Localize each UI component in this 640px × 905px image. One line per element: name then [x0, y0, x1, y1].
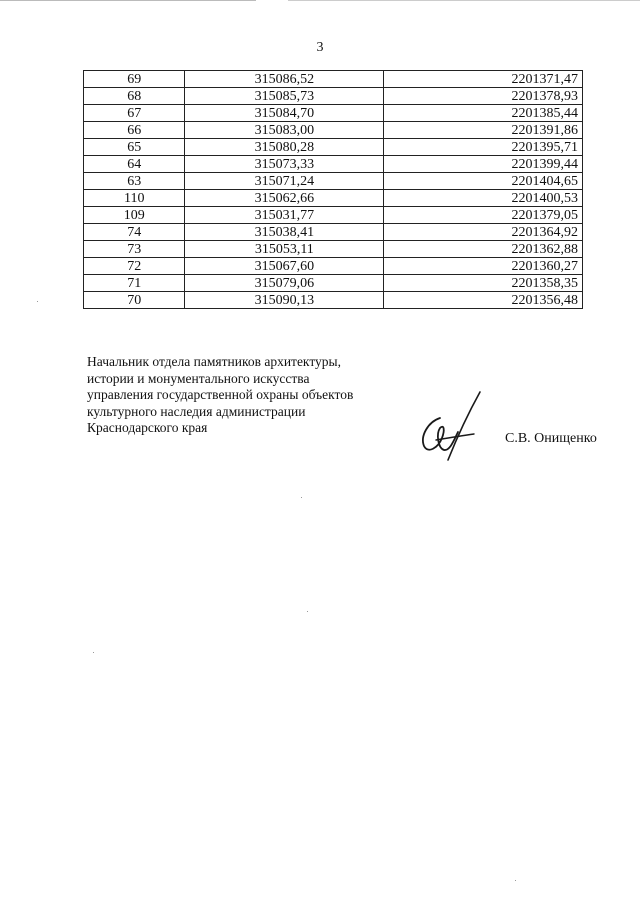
- point-number-cell: 71: [84, 275, 185, 292]
- table-row: [84, 292, 583, 309]
- y-coordinate-cell: 2201385,44: [384, 105, 583, 122]
- position-line: культурного наследия администрации: [87, 403, 306, 419]
- position-line: истории и монументального искусства: [87, 370, 310, 386]
- y-coordinate-cell: 2201379,05: [384, 207, 583, 224]
- point-number-cell: 65: [84, 139, 185, 156]
- point-number-cell: 74: [84, 224, 185, 241]
- table-row: [84, 88, 583, 105]
- table-row: [84, 224, 583, 241]
- table-row: [84, 258, 583, 275]
- point-number-cell: 70: [84, 292, 185, 309]
- table-row: [84, 139, 583, 156]
- y-coordinate-cell: 2201356,48: [384, 292, 583, 309]
- scan-speck: [307, 611, 308, 612]
- scan-speck: [93, 652, 94, 653]
- x-coordinate-cell: 315085,73: [185, 88, 384, 105]
- page-number: 3: [316, 40, 324, 55]
- y-coordinate-cell: 2201395,71: [384, 139, 583, 156]
- table-row: [84, 241, 583, 258]
- x-coordinate-cell: 315038,41: [185, 224, 384, 241]
- position-line: управления государственной охраны объектов: [87, 387, 354, 402]
- signer-name: С.В. Онищенко: [505, 431, 597, 446]
- y-coordinate-cell: 2201399,44: [384, 156, 583, 173]
- x-coordinate-cell: 315053,11: [185, 241, 384, 258]
- x-coordinate-cell: 315086,52: [185, 71, 384, 88]
- scan-speck: [301, 497, 302, 498]
- table-row: [84, 190, 583, 207]
- signature-block: [87, 354, 407, 437]
- y-coordinate-cell: 2201378,93: [384, 88, 583, 105]
- point-number-cell: 73: [84, 241, 185, 258]
- point-number-cell: 69: [84, 71, 185, 88]
- x-coordinate-cell: 315067,60: [185, 258, 384, 275]
- y-coordinate-cell: 2201362,88: [384, 241, 583, 258]
- y-coordinate-cell: 2201360,27: [384, 258, 583, 275]
- y-coordinate-cell: 2201391,86: [384, 122, 583, 139]
- point-number-cell: 72: [84, 258, 185, 275]
- point-number-cell: 66: [84, 122, 185, 139]
- y-coordinate-cell: 2201358,35: [384, 275, 583, 292]
- x-coordinate-cell: 315071,24: [185, 173, 384, 190]
- point-number-cell: 110: [84, 190, 185, 207]
- handwritten-signature: [414, 388, 490, 466]
- table-row: [84, 105, 583, 122]
- x-coordinate-cell: 315090,13: [185, 292, 384, 309]
- position-line: Краснодарского края: [87, 420, 208, 435]
- coordinates-table: [83, 70, 583, 309]
- point-number-cell: 68: [84, 88, 185, 105]
- y-coordinate-cell: 2201404,65: [384, 173, 583, 190]
- x-coordinate-cell: 315083,00: [185, 122, 384, 139]
- scan-speck: [515, 880, 516, 881]
- scan-edge-line: [0, 0, 640, 1]
- x-coordinate-cell: 315031,77: [185, 207, 384, 224]
- x-coordinate-cell: 315080,28: [185, 139, 384, 156]
- position-line: Начальник отдела памятников архитектуры,: [87, 354, 341, 369]
- table-row: [84, 173, 583, 190]
- y-coordinate-cell: 2201400,53: [384, 190, 583, 207]
- scan-speck: [37, 301, 38, 302]
- x-coordinate-cell: 315062,66: [185, 190, 384, 207]
- y-coordinate-cell: 2201364,92: [384, 224, 583, 241]
- point-number-cell: 67: [84, 105, 185, 122]
- point-number-cell: 109: [84, 207, 185, 224]
- y-coordinate-cell: 2201371,47: [384, 71, 583, 88]
- x-coordinate-cell: 315079,06: [185, 275, 384, 292]
- x-coordinate-cell: 315084,70: [185, 105, 384, 122]
- point-number-cell: 63: [84, 173, 185, 190]
- table-row: [84, 275, 583, 292]
- table-row: [84, 71, 583, 88]
- table-row: [84, 122, 583, 139]
- table-row: [84, 207, 583, 224]
- coordinates-table-body: [84, 71, 583, 309]
- table-row: [84, 156, 583, 173]
- x-coordinate-cell: 315073,33: [185, 156, 384, 173]
- point-number-cell: 64: [84, 156, 185, 173]
